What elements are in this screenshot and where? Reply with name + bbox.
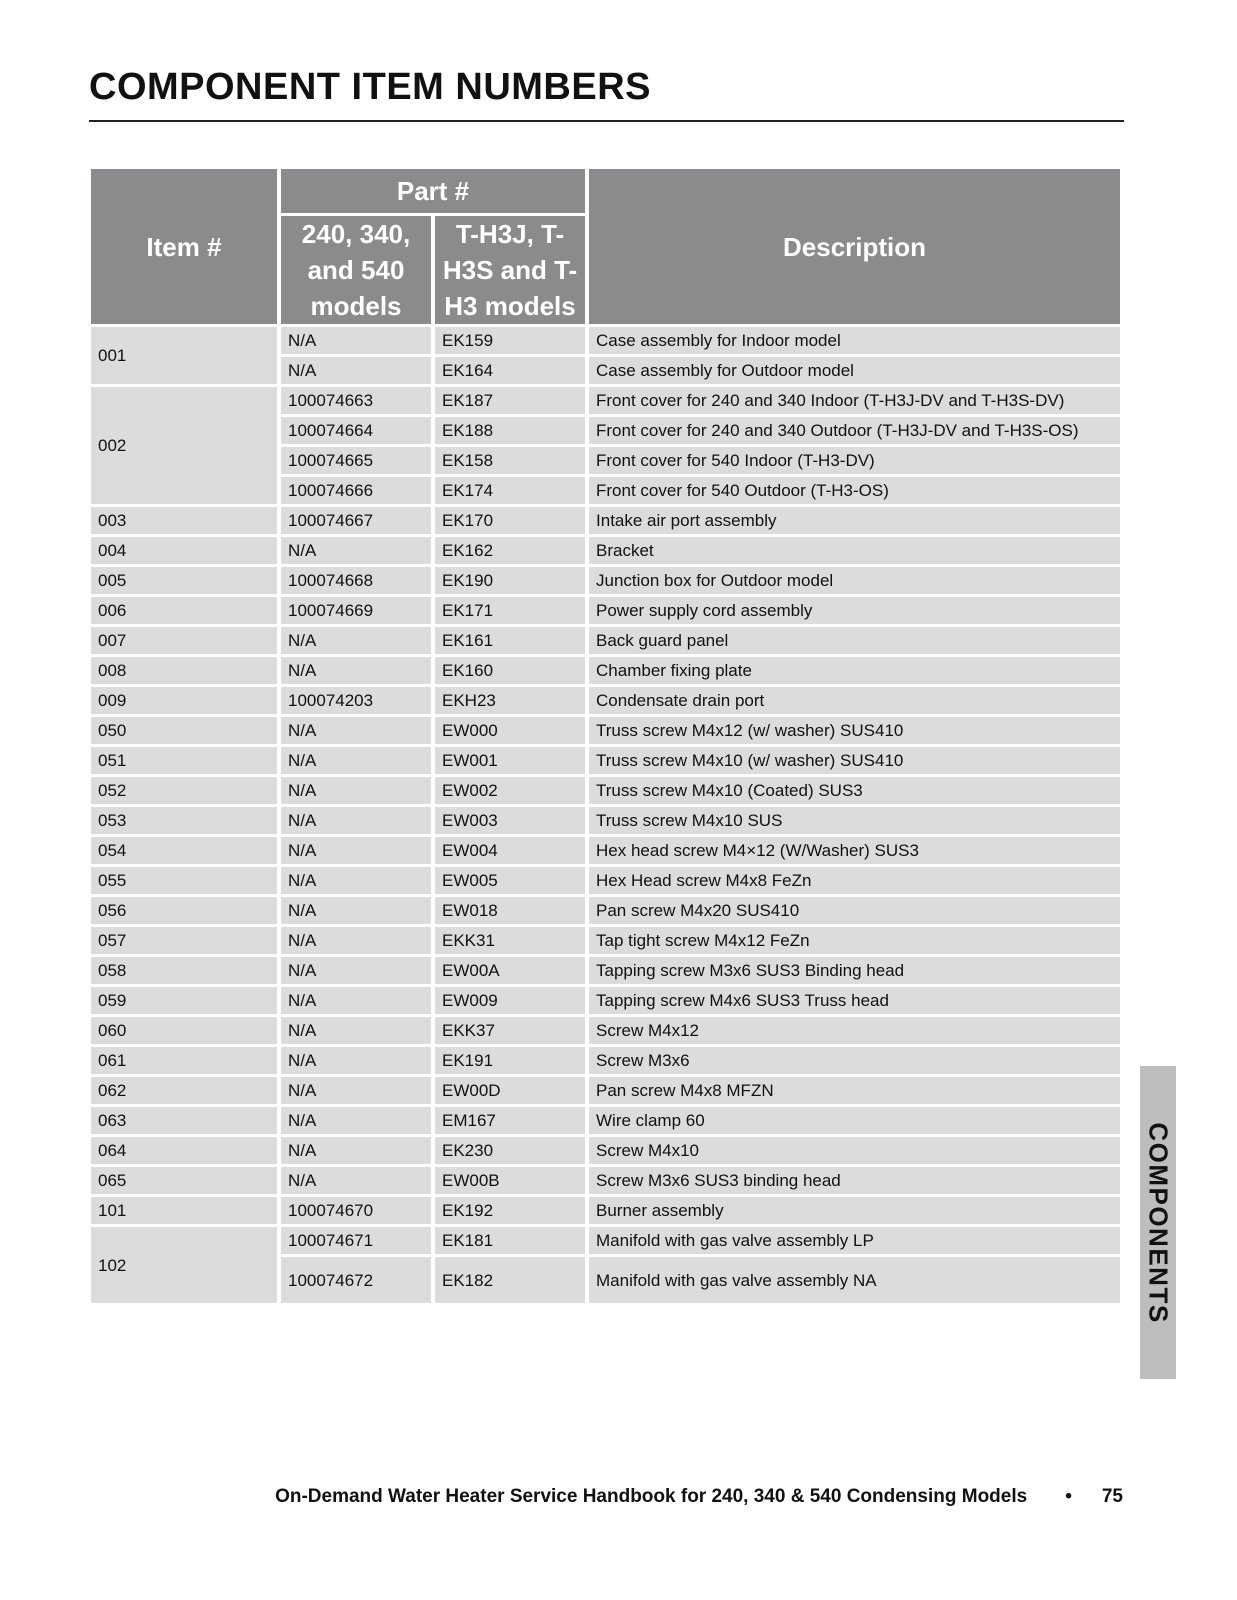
- part-number-t-h3-cell: EK171: [435, 597, 585, 624]
- part-number-240-340-540-cell: 100074203: [281, 687, 431, 714]
- table-row: [91, 957, 1120, 984]
- table-row: [91, 627, 1120, 654]
- table-row: [91, 1227, 1120, 1254]
- page-number: 75: [1101, 1486, 1123, 1507]
- item-number-cell: 063: [91, 1107, 277, 1134]
- description-cell: Truss screw M4x10 (Coated) SUS3: [589, 777, 1120, 804]
- description-cell: Tap tight screw M4x12 FeZn: [589, 927, 1120, 954]
- page-title: COMPONENT ITEM NUMBERS: [89, 66, 651, 108]
- header-part-number: Part #: [281, 169, 585, 213]
- description-cell: Pan screw M4x20 SUS410: [589, 897, 1120, 924]
- part-number-t-h3-cell: EW00D: [435, 1077, 585, 1104]
- part-number-240-340-540-cell: N/A: [281, 897, 431, 924]
- part-number-t-h3-cell: EK188: [435, 417, 585, 444]
- description-cell: Pan screw M4x8 MFZN: [589, 1077, 1120, 1104]
- section-side-tab: [1140, 1066, 1176, 1379]
- table-row: [91, 747, 1120, 774]
- table-row: [91, 1107, 1120, 1134]
- part-number-240-340-540-cell: N/A: [281, 837, 431, 864]
- footer-title: On-Demand Water Heater Service Handbook for 240, 340 & 540 Condensing Models: [275, 1486, 1028, 1507]
- description-cell: Bracket: [589, 537, 1120, 564]
- part-number-240-340-540-cell: N/A: [281, 1047, 431, 1074]
- item-number-cell: 101: [91, 1197, 277, 1224]
- item-number-cell: 057: [91, 927, 277, 954]
- part-number-240-340-540-cell: N/A: [281, 927, 431, 954]
- table-row: [91, 507, 1120, 534]
- part-number-t-h3-cell: EKK37: [435, 1017, 585, 1044]
- part-number-t-h3-cell: EK158: [435, 447, 585, 474]
- description-cell: Tapping screw M4x6 SUS3 Truss head: [589, 987, 1120, 1014]
- part-number-240-340-540-cell: 100074670: [281, 1197, 431, 1224]
- item-number-cell: 055: [91, 867, 277, 894]
- item-number-cell: 001: [91, 327, 277, 384]
- page-footer: [275, 1486, 1123, 1508]
- description-cell: Burner assembly: [589, 1197, 1120, 1224]
- description-cell: Screw M3x6: [589, 1047, 1120, 1074]
- table-row: [91, 537, 1120, 564]
- part-number-240-340-540-cell: N/A: [281, 627, 431, 654]
- part-number-t-h3-cell: EK160: [435, 657, 585, 684]
- table-row: [91, 1077, 1120, 1104]
- title-divider: [89, 120, 1124, 122]
- item-number-cell: 053: [91, 807, 277, 834]
- component-parts-table: [87, 166, 1124, 1306]
- item-number-cell: 056: [91, 897, 277, 924]
- part-number-240-340-540-cell: N/A: [281, 537, 431, 564]
- part-number-240-340-540-cell: 100074665: [281, 447, 431, 474]
- item-number-cell: 004: [91, 537, 277, 564]
- table-row: [91, 867, 1120, 894]
- header-description: Description: [589, 169, 1120, 324]
- part-number-240-340-540-cell: 100074668: [281, 567, 431, 594]
- table-row: [91, 1017, 1120, 1044]
- item-number-cell: 051: [91, 747, 277, 774]
- table-row: [91, 567, 1120, 594]
- part-number-240-340-540-cell: N/A: [281, 1137, 431, 1164]
- part-number-240-340-540-cell: 100074666: [281, 477, 431, 504]
- part-number-240-340-540-cell: N/A: [281, 327, 431, 354]
- header-models-240-340-540: 240, 340, and 540 models: [281, 216, 431, 324]
- part-number-t-h3-cell: EK159: [435, 327, 585, 354]
- part-number-240-340-540-cell: N/A: [281, 747, 431, 774]
- part-number-240-340-540-cell: 100074663: [281, 387, 431, 414]
- item-number-cell: 006: [91, 597, 277, 624]
- description-cell: Hex Head screw M4x8 FeZn: [589, 867, 1120, 894]
- section-side-tab-label: COMPONENTS: [1143, 1121, 1174, 1324]
- table-row: [91, 327, 1120, 354]
- description-cell: Case assembly for Indoor model: [589, 327, 1120, 354]
- part-number-240-340-540-cell: 100074672: [281, 1257, 431, 1303]
- part-number-t-h3-cell: EW001: [435, 747, 585, 774]
- description-cell: Hex head screw M4×12 (W/Washer) SUS3: [589, 837, 1120, 864]
- description-cell: Chamber fixing plate: [589, 657, 1120, 684]
- part-number-t-h3-cell: EW000: [435, 717, 585, 744]
- item-number-cell: 050: [91, 717, 277, 744]
- part-number-t-h3-cell: EK181: [435, 1227, 585, 1254]
- part-number-240-340-540-cell: N/A: [281, 1077, 431, 1104]
- description-cell: Screw M3x6 SUS3 binding head: [589, 1167, 1120, 1194]
- part-number-t-h3-cell: EK192: [435, 1197, 585, 1224]
- part-number-t-h3-cell: EW009: [435, 987, 585, 1014]
- table-row: [91, 837, 1120, 864]
- description-cell: Truss screw M4x10 (w/ washer) SUS410: [589, 747, 1120, 774]
- part-number-240-340-540-cell: N/A: [281, 867, 431, 894]
- part-number-240-340-540-cell: N/A: [281, 807, 431, 834]
- header-item-number: Item #: [91, 169, 277, 324]
- part-number-t-h3-cell: EK170: [435, 507, 585, 534]
- item-number-cell: 009: [91, 687, 277, 714]
- description-cell: Screw M4x12: [589, 1017, 1120, 1044]
- table-row: [91, 777, 1120, 804]
- description-cell: Condensate drain port: [589, 687, 1120, 714]
- part-number-240-340-540-cell: 100074664: [281, 417, 431, 444]
- part-number-t-h3-cell: EW00B: [435, 1167, 585, 1194]
- part-number-t-h3-cell: EK230: [435, 1137, 585, 1164]
- table-row: [91, 387, 1120, 414]
- item-number-cell: 005: [91, 567, 277, 594]
- description-cell: Back guard panel: [589, 627, 1120, 654]
- part-number-t-h3-cell: EKH23: [435, 687, 585, 714]
- part-number-t-h3-cell: EM167: [435, 1107, 585, 1134]
- part-number-240-340-540-cell: N/A: [281, 987, 431, 1014]
- table-row: [91, 657, 1120, 684]
- description-cell: Screw M4x10: [589, 1137, 1120, 1164]
- description-cell: Front cover for 240 and 340 Indoor (T-H3J-DV and T-H3S-DV): [589, 387, 1120, 414]
- item-number-cell: 003: [91, 507, 277, 534]
- part-number-240-340-540-cell: 100074671: [281, 1227, 431, 1254]
- header-models-t-h3: T-H3J, T-H3S and T-H3 models: [435, 216, 585, 324]
- item-number-cell: 058: [91, 957, 277, 984]
- item-number-cell: 052: [91, 777, 277, 804]
- part-number-t-h3-cell: EW005: [435, 867, 585, 894]
- part-number-240-340-540-cell: N/A: [281, 1107, 431, 1134]
- part-number-240-340-540-cell: N/A: [281, 1017, 431, 1044]
- parts-table-body: [91, 327, 1120, 1303]
- item-number-cell: 102: [91, 1227, 277, 1303]
- item-number-cell: 061: [91, 1047, 277, 1074]
- item-number-cell: 054: [91, 837, 277, 864]
- footer-bullet: •: [1065, 1486, 1072, 1507]
- table-row: [91, 807, 1120, 834]
- part-number-240-340-540-cell: N/A: [281, 657, 431, 684]
- table-row: [91, 1047, 1120, 1074]
- table-row: [91, 927, 1120, 954]
- part-number-240-340-540-cell: N/A: [281, 1167, 431, 1194]
- description-cell: Front cover for 240 and 340 Outdoor (T-H3J-DV and T-H3S-OS): [589, 417, 1120, 444]
- part-number-t-h3-cell: EK161: [435, 627, 585, 654]
- description-cell: Junction box for Outdoor model: [589, 567, 1120, 594]
- part-number-240-340-540-cell: N/A: [281, 357, 431, 384]
- part-number-240-340-540-cell: N/A: [281, 957, 431, 984]
- description-cell: Truss screw M4x10 SUS: [589, 807, 1120, 834]
- part-number-t-h3-cell: EK182: [435, 1257, 585, 1303]
- table-row: [91, 597, 1120, 624]
- table-row: [91, 987, 1120, 1014]
- item-number-cell: 008: [91, 657, 277, 684]
- part-number-t-h3-cell: EW003: [435, 807, 585, 834]
- description-cell: Power supply cord assembly: [589, 597, 1120, 624]
- part-number-240-340-540-cell: N/A: [281, 777, 431, 804]
- table-row: [91, 717, 1120, 744]
- description-cell: Case assembly for Outdoor model: [589, 357, 1120, 384]
- item-number-cell: 060: [91, 1017, 277, 1044]
- part-number-t-h3-cell: EW002: [435, 777, 585, 804]
- part-number-t-h3-cell: EKK31: [435, 927, 585, 954]
- item-number-cell: 002: [91, 387, 277, 504]
- description-cell: Intake air port assembly: [589, 507, 1120, 534]
- item-number-cell: 065: [91, 1167, 277, 1194]
- description-cell: Front cover for 540 Outdoor (T-H3-OS): [589, 477, 1120, 504]
- part-number-240-340-540-cell: 100074667: [281, 507, 431, 534]
- part-number-t-h3-cell: EK174: [435, 477, 585, 504]
- part-number-t-h3-cell: EK164: [435, 357, 585, 384]
- table-row: [91, 687, 1120, 714]
- table-row: [91, 1167, 1120, 1194]
- description-cell: Front cover for 540 Indoor (T-H3-DV): [589, 447, 1120, 474]
- table-row: [91, 1137, 1120, 1164]
- part-number-240-340-540-cell: 100074669: [281, 597, 431, 624]
- item-number-cell: 062: [91, 1077, 277, 1104]
- part-number-240-340-540-cell: N/A: [281, 717, 431, 744]
- table-row: [91, 1197, 1120, 1224]
- part-number-t-h3-cell: EK187: [435, 387, 585, 414]
- description-cell: Wire clamp 60: [589, 1107, 1120, 1134]
- description-cell: Tapping screw M3x6 SUS3 Binding head: [589, 957, 1120, 984]
- table-row: [91, 897, 1120, 924]
- part-number-t-h3-cell: EK162: [435, 537, 585, 564]
- item-number-cell: 007: [91, 627, 277, 654]
- item-number-cell: 059: [91, 987, 277, 1014]
- part-number-t-h3-cell: EK190: [435, 567, 585, 594]
- part-number-t-h3-cell: EK191: [435, 1047, 585, 1074]
- description-cell: Manifold with gas valve assembly NA: [589, 1257, 1120, 1303]
- part-number-t-h3-cell: EW00A: [435, 957, 585, 984]
- description-cell: Truss screw M4x12 (w/ washer) SUS410: [589, 717, 1120, 744]
- item-number-cell: 064: [91, 1137, 277, 1164]
- part-number-t-h3-cell: EW004: [435, 837, 585, 864]
- part-number-t-h3-cell: EW018: [435, 897, 585, 924]
- description-cell: Manifold with gas valve assembly LP: [589, 1227, 1120, 1254]
